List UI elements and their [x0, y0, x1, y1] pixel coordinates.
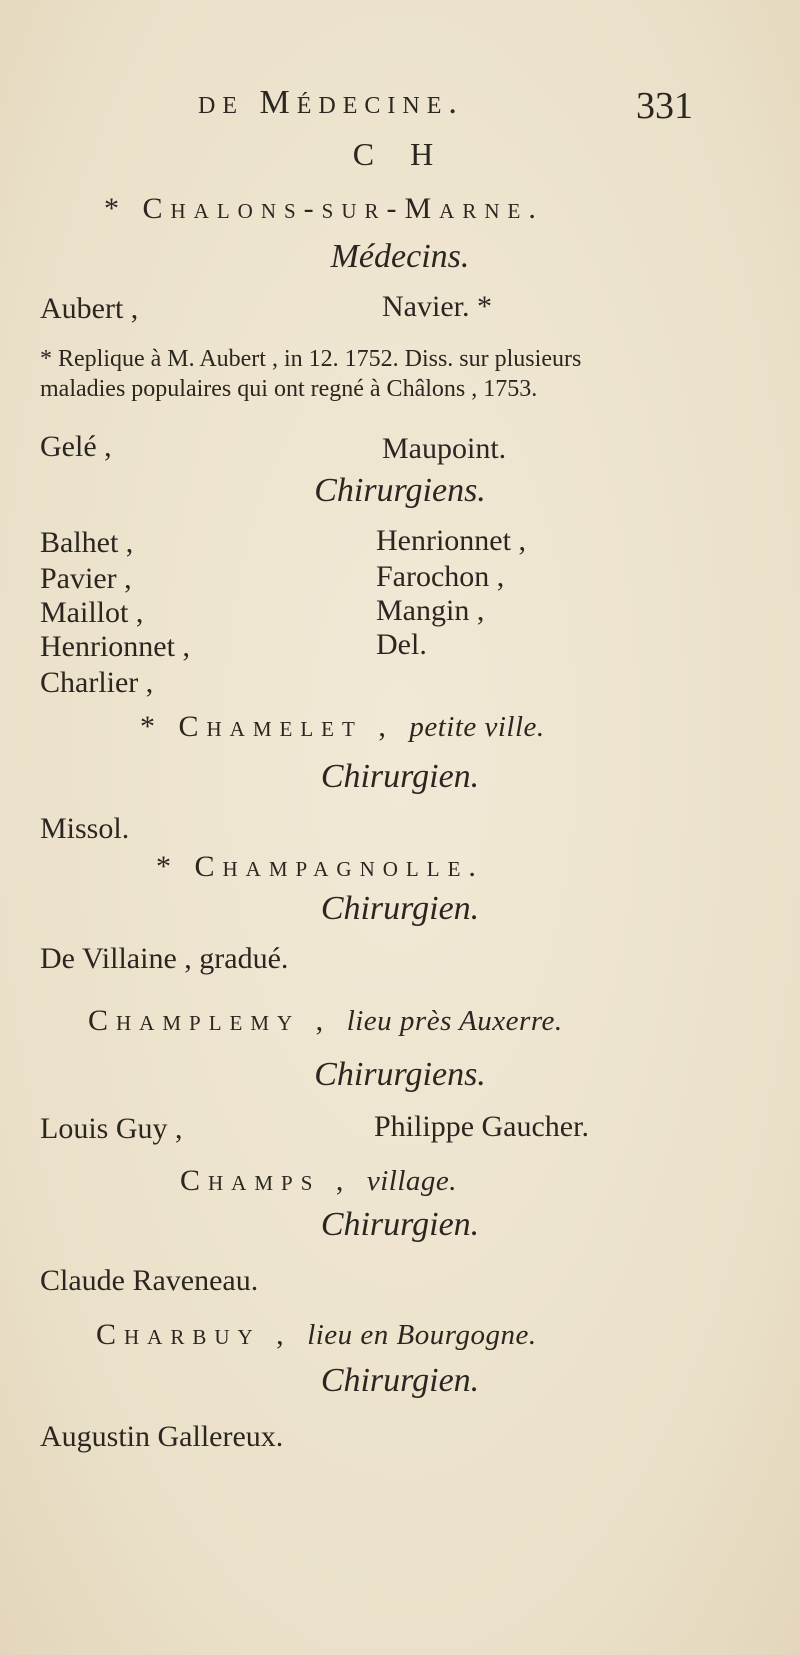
name-entry: Claude Raveneau. — [40, 1264, 259, 1297]
name-entry: Gelé , — [40, 430, 112, 463]
place-name: * Chamelet , — [140, 710, 394, 743]
role-heading: Chirurgien. — [320, 758, 480, 795]
place-description: lieu en Bourgogne. — [307, 1319, 537, 1351]
place-description: lieu près Auxerre. — [346, 1005, 563, 1037]
role-heading: Chirurgien. — [320, 1362, 480, 1399]
name-entry: De Villaine , gradué. — [40, 942, 289, 975]
name-entry: Maupoint. — [382, 432, 507, 465]
place-description: village. — [366, 1165, 458, 1197]
name-entry: Augustin Gallereux. — [40, 1420, 284, 1453]
place-heading: * Champagnolle. — [156, 850, 484, 883]
role-heading: Chirurgiens. — [314, 1056, 486, 1093]
name-entry: Navier. * — [382, 290, 492, 323]
place-name: Champlemy , — [88, 1004, 332, 1037]
name-entry: Maillot , — [40, 596, 144, 629]
place-heading — [140, 710, 545, 744]
role-heading: Chirurgiens. — [314, 472, 486, 509]
role-heading: Chirurgien. — [320, 890, 480, 927]
name-entry: Henrionnet , — [40, 630, 190, 663]
place-heading — [88, 1004, 563, 1038]
name-entry: Mangin , — [376, 594, 485, 627]
name-entry: Henrionnet , — [376, 524, 526, 557]
place-heading — [180, 1164, 457, 1198]
name-entry: Aubert , — [40, 292, 139, 325]
place-name: Champs , — [180, 1164, 352, 1197]
role-heading: Médecins. — [330, 238, 470, 275]
name-entry: Philippe Gaucher. — [374, 1110, 589, 1143]
place-heading — [96, 1318, 537, 1352]
footnote-line: maladies populaires qui ont regné à Châlons , 1753. — [40, 376, 538, 402]
place-description: petite ville. — [409, 711, 545, 743]
place-heading: * Chalons-sur-Marne. — [104, 192, 544, 225]
name-entry: Missol. — [40, 812, 130, 845]
name-entry: Louis Guy , — [40, 1112, 183, 1145]
name-entry: Charlier , — [40, 666, 154, 699]
name-entry: Farochon , — [376, 560, 505, 593]
page-number: 331 — [636, 85, 693, 127]
running-title: de Médecine. — [198, 84, 464, 121]
name-entry: Del. — [376, 628, 427, 661]
role-heading: Chirurgien. — [320, 1206, 480, 1243]
footnote-line: * Replique à M. Aubert , in 12. 1752. Diss. sur plusieurs — [40, 346, 582, 372]
place-name: Charbuy , — [96, 1318, 292, 1351]
section-letters: C H — [352, 136, 448, 172]
name-entry: Balhet , — [40, 526, 134, 559]
name-entry: Pavier , — [40, 562, 132, 595]
